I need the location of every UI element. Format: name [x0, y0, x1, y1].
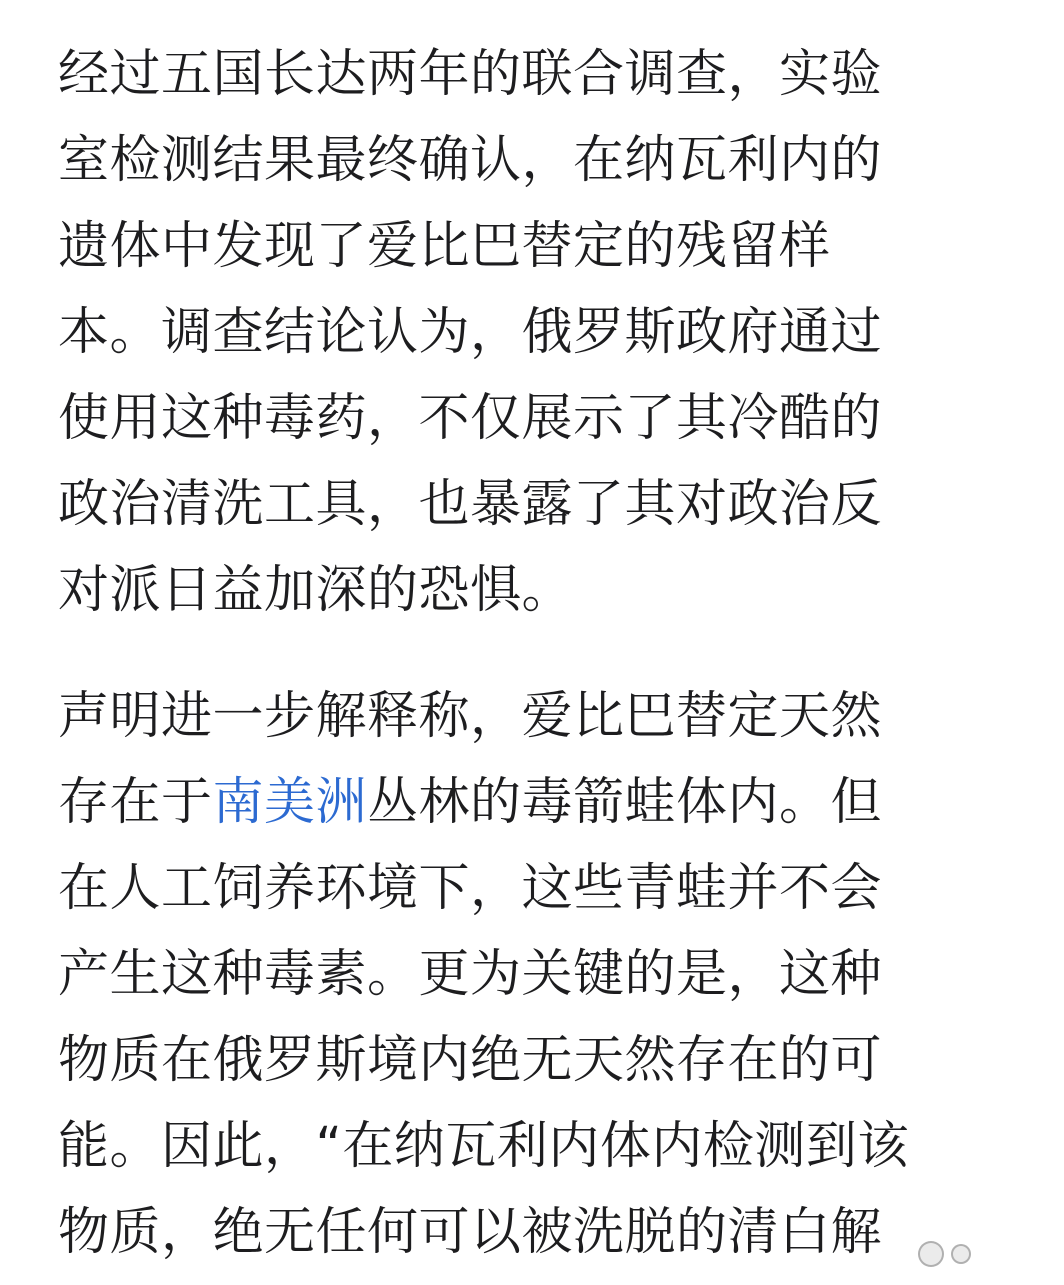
paragraph-1 [58, 32, 1018, 634]
paragraph-2 [58, 674, 1018, 1276]
text-line: 经过五国长达两年的联合调查，实验 [58, 45, 883, 104]
watermark-icon [918, 1241, 944, 1267]
text-line: 物质，绝无任何可以被洗脱的清白解 [58, 1203, 883, 1262]
text-line: 遗体中发现了爱比巴替定的残留样 [58, 217, 831, 276]
text-line: 能。因此，“在纳瓦利内体内检测到该 [58, 1117, 909, 1176]
text-line: 政治清洗工具，也暴露了其对政治反 [58, 475, 883, 534]
text-line: 产生这种毒素。更为关键的是，这种 [58, 945, 883, 1004]
text-line: 物质在俄罗斯境内绝无天然存在的可 [58, 1031, 883, 1090]
watermark-logo [892, 1229, 996, 1279]
text-segment: 丛林的毒箭蛙体内。但 [367, 773, 883, 832]
text-line-with-link [58, 760, 1018, 846]
text-line: 在人工饲养环境下，这些青蛙并不会 [58, 859, 883, 918]
text-line: 使用这种毒药，不仅展示了其冷酷的 [58, 389, 883, 448]
south-america-link[interactable]: 南美洲 [212, 773, 368, 832]
watermark-icon [951, 1244, 971, 1264]
text-line: 对派日益加深的恐惧。 [58, 561, 574, 620]
text-line: 本。调查结论认为，俄罗斯政府通过 [58, 303, 883, 362]
text-line: 声明进一步解释称，爱比巴替定天然 [58, 687, 883, 746]
text-segment: 存在于 [58, 773, 213, 832]
text-line: 室检测结果最终确认，在纳瓦利内的 [58, 131, 883, 190]
